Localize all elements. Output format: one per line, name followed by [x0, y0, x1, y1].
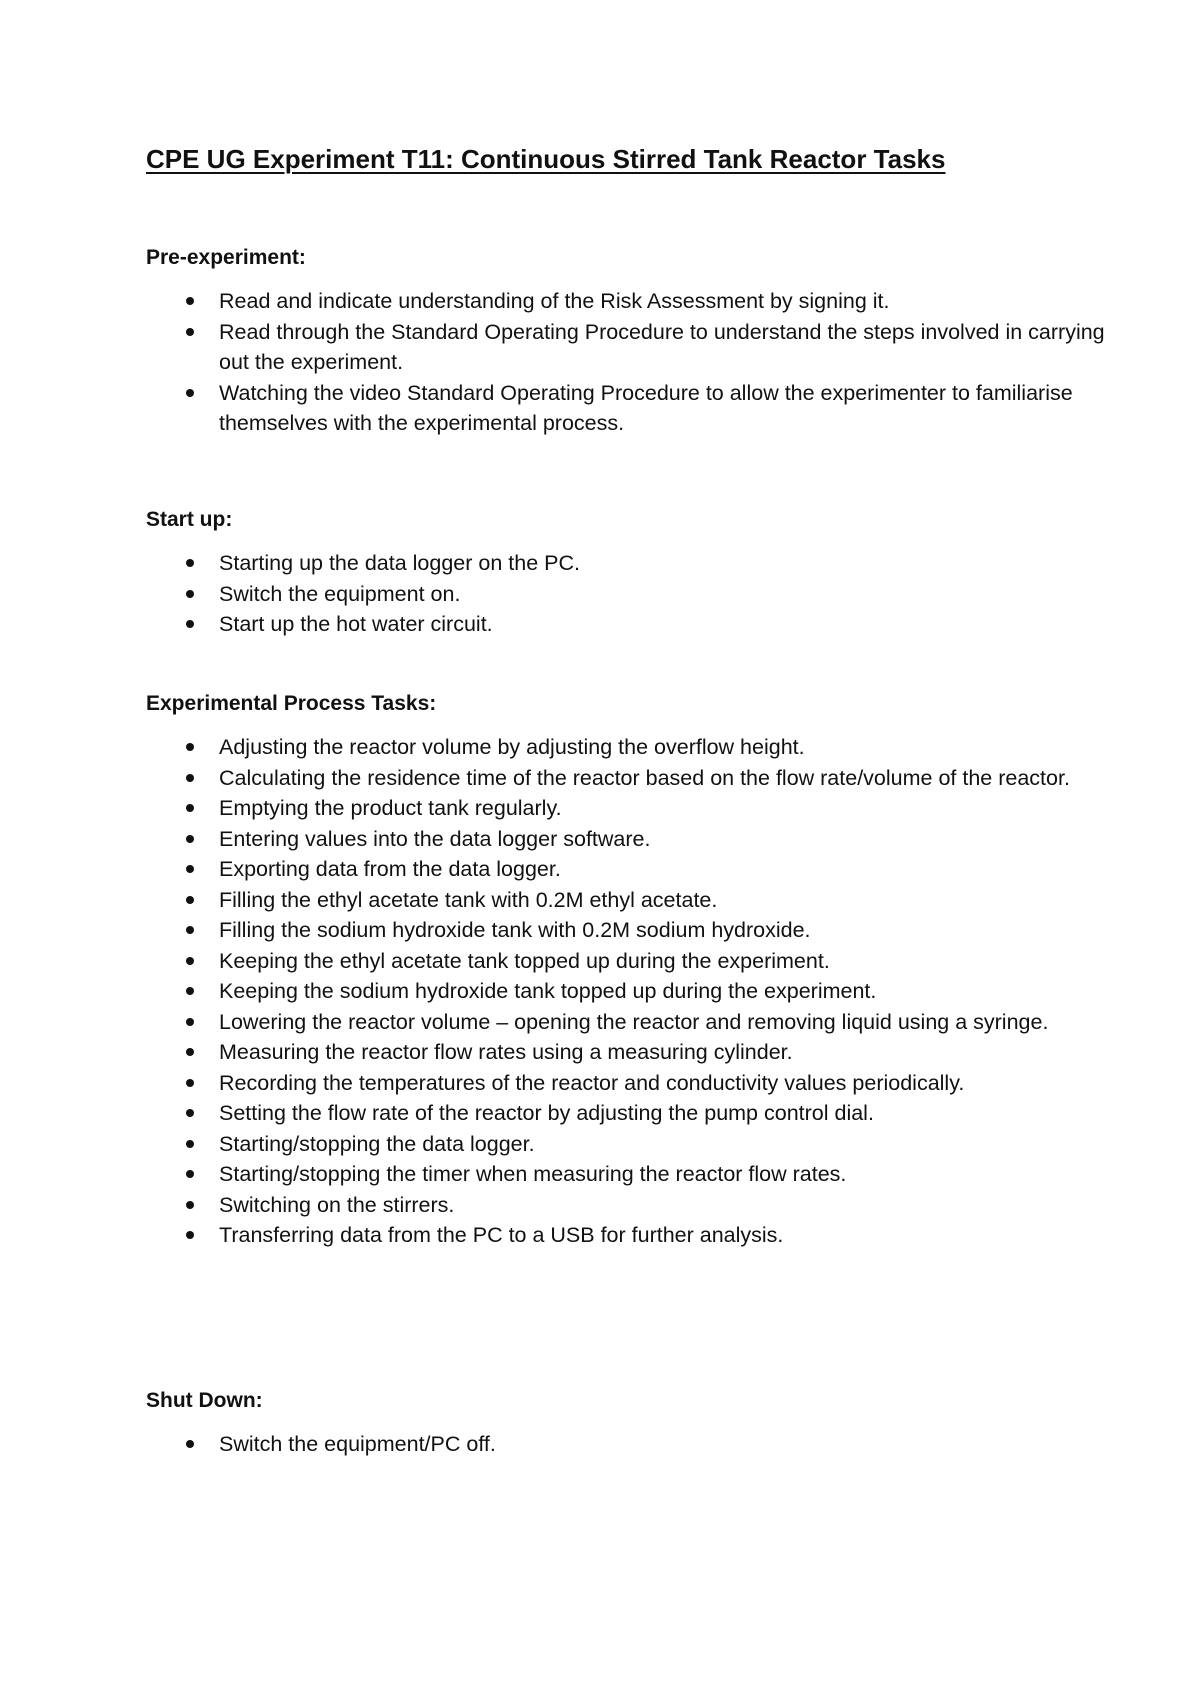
task-list-shut-down	[146, 1429, 1066, 1460]
bullet-icon	[186, 987, 194, 995]
list-item-text: Entering values into the data logger software.	[219, 826, 651, 851]
list-item	[146, 609, 1109, 640]
bullet-icon	[186, 957, 194, 965]
list-item-text: Transferring data from the PC to a USB for further analysis.	[219, 1223, 784, 1247]
list-item-text: Read and indicate understanding of the Risk Assessment by signing it.	[219, 289, 890, 313]
list-item	[146, 1220, 1109, 1251]
list-item	[146, 317, 1109, 378]
list-item-text: Setting the flow rate of the reactor by adjusting the pump control dial.	[219, 1101, 874, 1125]
list-item	[146, 1159, 1109, 1190]
bullet-icon	[186, 559, 194, 567]
bullet-icon	[186, 1170, 194, 1178]
list-item-text: Switch the equipment/PC off.	[219, 1432, 496, 1456]
section-shut-down	[146, 1386, 1066, 1460]
list-item	[146, 854, 1109, 885]
list-item	[146, 1190, 1109, 1221]
list-item-text: Recording the temperatures of the reactor and conductivity values periodically.	[219, 1070, 965, 1095]
list-item	[146, 732, 1109, 763]
bullet-icon	[186, 297, 194, 305]
list-item	[146, 976, 1109, 1007]
list-item	[146, 1429, 1109, 1460]
bullet-icon	[186, 1140, 194, 1148]
list-item	[146, 378, 1109, 439]
list-item-text: Read through the Standard Operating Procedure to understand the steps involved in carrying out the experiment.	[219, 319, 1105, 374]
list-item-text: Filling the sodium hydroxide tank with 0.2M sodium hydroxide.	[219, 918, 811, 942]
section-heading-shut-down: Shut Down:	[146, 1389, 263, 1412]
document-title: CPE UG Experiment T11: Continuous Stirred Tank Reactor Tasks	[146, 144, 946, 174]
list-item-text: Switching on the stirrers.	[219, 1192, 455, 1217]
bullet-icon	[186, 1048, 194, 1056]
bullet-icon	[186, 328, 194, 336]
bullet-icon	[186, 896, 194, 904]
list-item	[146, 915, 1109, 946]
bullet-icon	[186, 1109, 194, 1117]
task-list-pre-experiment	[146, 286, 1105, 439]
section-start-up	[146, 505, 1066, 640]
list-item-text: Keeping the ethyl acetate tank topped up during the experiment.	[219, 948, 830, 973]
list-item-text: Adjusting the reactor volume by adjusting the overflow height.	[219, 735, 805, 759]
list-item-text: Start up the hot water circuit.	[219, 612, 493, 636]
list-item	[146, 1098, 1109, 1129]
list-item	[146, 885, 1109, 916]
bullet-icon	[186, 835, 194, 843]
list-item	[146, 286, 1109, 317]
section-heading-start-up: Start up:	[146, 508, 233, 531]
section-heading-pre-experiment: Pre-experiment:	[146, 246, 306, 269]
bullet-icon	[186, 1018, 194, 1026]
bullet-icon	[186, 590, 194, 598]
bullet-icon	[186, 743, 194, 751]
list-item	[146, 793, 1109, 824]
list-item-text: Lowering the reactor volume – opening the reactor and removing liquid using a syringe.	[219, 1009, 1049, 1034]
bullet-icon	[186, 1231, 194, 1239]
section-heading-process-tasks: Experimental Process Tasks:	[146, 692, 437, 715]
list-item-text: Filling the ethyl acetate tank with 0.2M ethyl acetate.	[219, 887, 718, 912]
bullet-icon	[186, 389, 194, 397]
list-item	[146, 548, 1109, 579]
list-item-text: Emptying the product tank regularly.	[219, 796, 562, 820]
list-item	[146, 824, 1109, 855]
list-item-text: Starting up the data logger on the PC.	[219, 551, 580, 575]
list-item	[146, 1037, 1109, 1068]
list-item-text: Calculating the residence time of the reactor based on the flow rate/volume of the reactor.	[219, 765, 1070, 790]
task-list-start-up	[146, 548, 1066, 640]
bullet-icon	[186, 1440, 194, 1448]
list-item-text: Starting/stopping the timer when measuring the reactor flow rates.	[219, 1162, 847, 1186]
list-item	[146, 763, 1109, 794]
list-item	[146, 579, 1109, 610]
list-item-text: Keeping the sodium hydroxide tank topped up during the experiment.	[219, 979, 877, 1003]
bullet-icon	[186, 774, 194, 782]
list-item	[146, 1007, 1109, 1038]
task-list-process-tasks	[146, 732, 1070, 1251]
list-item-text: Measuring the reactor flow rates using a measuring cylinder.	[219, 1040, 793, 1064]
list-item	[146, 1129, 1109, 1160]
bullet-icon	[186, 804, 194, 812]
bullet-icon	[186, 620, 194, 628]
section-pre-experiment	[146, 243, 1105, 439]
section-experimental-process-tasks	[146, 689, 1070, 1251]
bullet-icon	[186, 865, 194, 873]
bullet-icon	[186, 1201, 194, 1209]
bullet-icon	[186, 926, 194, 934]
list-item-text: Exporting data from the data logger.	[219, 857, 561, 881]
list-item-text: Switch the equipment on.	[219, 581, 461, 606]
list-item-text: Starting/stopping the data logger.	[219, 1131, 535, 1156]
list-item	[146, 1068, 1109, 1099]
list-item-text: Watching the video Standard Operating Procedure to allow the experimenter to familiarise themselves with the experimental process.	[219, 380, 1073, 435]
bullet-icon	[186, 1079, 194, 1087]
list-item	[146, 946, 1109, 977]
